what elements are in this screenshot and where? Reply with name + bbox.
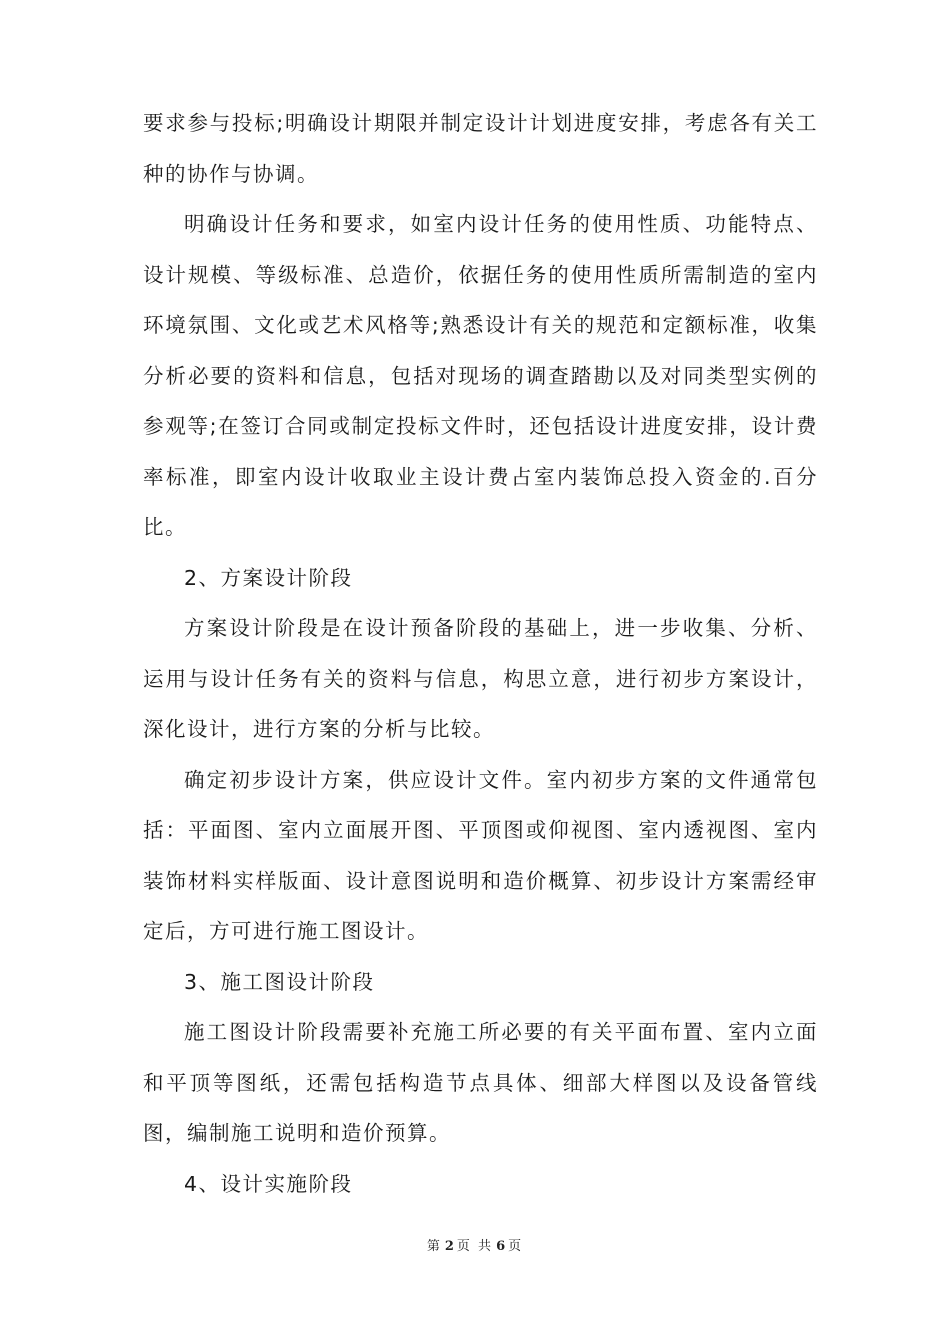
footer-total-pages: 6 — [496, 1239, 506, 1254]
page-footer — [0, 1235, 950, 1254]
paragraph-design-task: 明确设计任务和要求，如室内设计任务的使用性质、功能特点、设计规模、等级标准、总造价，依据任务的使用性质所需制造的室内环境氛围、文化或艺术风格等;熟悉设计有关的规范和定额标准，收集分析必要的资料和信息，包括对现场的调查踏勘以及对同类型实例的参观等;在签订合同或制定投标文件时，还包括设计进度安排，设计费率标准，即室内设计收取业主设计费占室内装饰总投入资金的.百分比。 — [143, 212, 818, 539]
footer-current-page: 2 — [444, 1239, 454, 1254]
paragraph-construction-drawing: 施工图设计阶段需要补充施工所必要的有关平面布置、室内立面和平顶等图纸，还需包括构造节点具体、细部大样图以及设备管线图，编制施工说明和造价预算。 — [143, 1020, 818, 1145]
paragraph-continuation: 要求参与投标;明确设计期限并制定设计计划进度安排，考虑各有关工种的协作与协调。 — [143, 111, 818, 186]
section-heading-scheme-design: 2、方案设计阶段 — [184, 565, 353, 590]
paragraph-scheme-design: 方案设计阶段是在设计预备阶段的基础上，进一步收集、分析、运用与设计任务有关的资料与信息，构思立意，进行初步方案设计，深化设计，进行方案的分析与比较。 — [143, 616, 818, 741]
section-heading-implementation: 4、设计实施阶段 — [184, 1171, 353, 1196]
document-body — [143, 98, 818, 1209]
footer-middle: 页 共 — [456, 1239, 494, 1254]
footer-prefix: 第 — [426, 1239, 442, 1254]
section-heading-construction-drawing: 3、施工图设计阶段 — [184, 969, 375, 994]
footer-suffix: 页 — [508, 1239, 524, 1254]
paragraph-preliminary-scheme: 确定初步设计方案，供应设计文件。室内初步方案的文件通常包括：平面图、室内立面展开图、平顶图或仰视图、室内透视图、室内装饰材料实样版面、设计意图说明和造价概算、初步设计方案需经审定后，方可进行施工图设计。 — [143, 767, 818, 943]
